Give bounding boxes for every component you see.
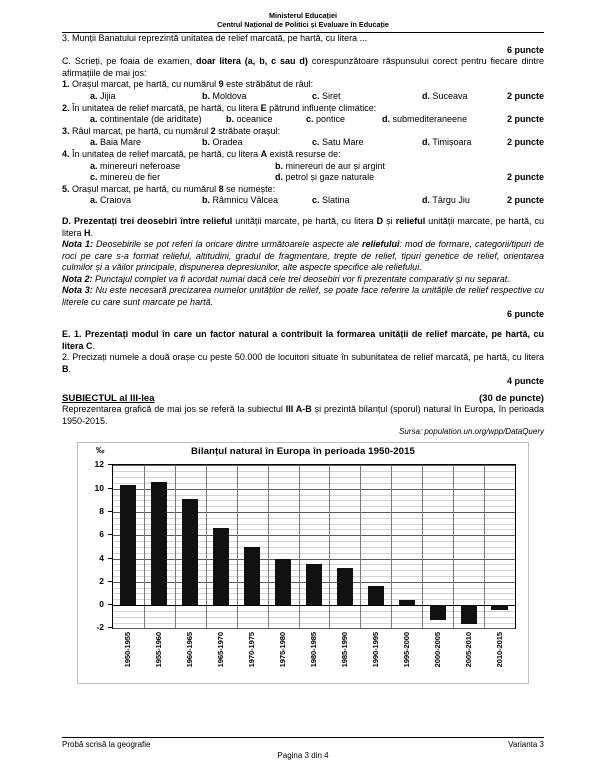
section-d-and: și [383, 215, 396, 226]
section-e-letter-b: B [62, 364, 69, 375]
question-5-option-d[interactable] [422, 195, 507, 207]
section-e-2-end: . [68, 364, 72, 375]
question-3-stem [62, 126, 544, 138]
question-1-option-c[interactable] [312, 91, 422, 103]
nota-1-text-a: Deosebirile se pot referi la oricare dintre următoarele aspecte ale [93, 239, 362, 250]
q3-a-text: Baia Mare [100, 137, 142, 148]
chart-plot-area [112, 464, 516, 629]
chart-gridline-minor [113, 541, 515, 542]
question-2-key: E [260, 102, 267, 113]
question-4-points: 2 puncte [506, 172, 544, 183]
chart-container [77, 442, 529, 684]
chart-bar [337, 568, 353, 605]
document-body [0, 33, 606, 684]
chart-bar [275, 559, 291, 606]
question-2-options [62, 114, 544, 126]
q4-a-letter: a. [90, 160, 98, 171]
question-5-key: 8 [218, 183, 224, 194]
chart-category-divider [237, 465, 238, 628]
center-title: Centrul Național de Politici și Evaluare în Educație [217, 20, 389, 29]
q5-b-text: Râmnicu Vâlcea [212, 195, 279, 206]
q1-b-letter: b. [202, 90, 210, 101]
chart-y-tick-mark [108, 604, 112, 605]
question-3-key: 2 [210, 125, 216, 136]
chart-x-tick-label: 1995-2000 [401, 632, 411, 668]
chart-x-tick-label: 1990-1995 [370, 632, 380, 668]
question-2-option-b[interactable] [226, 114, 306, 126]
question-1-option-a[interactable] [90, 91, 202, 103]
chart-gridline-minor [113, 500, 515, 501]
question-3-option-a[interactable] [90, 137, 202, 149]
question-5-post: se numește: [223, 183, 276, 194]
question-3-option-b[interactable] [202, 137, 312, 149]
q1-a-text: Jijia [100, 90, 116, 101]
q3-a-letter: a. [90, 137, 98, 148]
footer-row [62, 737, 544, 749]
chart-y-tick-mark [108, 511, 112, 512]
chart-gridline-minor [113, 471, 515, 472]
question-3-post: străbate orașul: [215, 125, 281, 136]
chart-gridline-minor [113, 623, 515, 624]
subject-3-intro-c: și prezintă bilanțul (sporul) natural în Europa, în perioada 1950-2015. [62, 404, 544, 426]
section-d-relief-1: relieful [202, 215, 233, 226]
chart-bar [368, 586, 384, 605]
chart-gridline-minor [113, 477, 515, 478]
question-3-options [62, 137, 544, 149]
section-e-1-end: . [92, 340, 96, 351]
subject-3-heading [62, 393, 544, 404]
chart-x-tick-label: 1985-1990 [339, 632, 349, 668]
question-3-option-d[interactable] [422, 137, 507, 149]
chart-category-divider [329, 465, 330, 628]
chart-bar [306, 564, 322, 605]
q1-a-letter: a. [90, 90, 98, 101]
chart-gridline [113, 535, 515, 536]
q4-c-text: minereu de fier [100, 172, 161, 183]
section-d-points: 6 puncte [506, 308, 544, 319]
question-1-options [62, 91, 544, 103]
chart-title: Bilanțul natural în Europa în perioada 1950-2015 [191, 446, 415, 458]
chart-gridline-minor [113, 553, 515, 554]
chart-gridline-minor [113, 547, 515, 548]
item-3-points-row [62, 45, 544, 57]
chart-bar [491, 605, 507, 610]
ministry-title: Ministerul Educației [269, 11, 337, 20]
q2-d-text: submediteraneene [392, 114, 468, 125]
footer-right: Varianta 3 [508, 740, 544, 749]
chart-gridline [113, 465, 515, 466]
chart-gridline [113, 512, 515, 513]
chart-bar [213, 528, 229, 605]
q3-c-letter: c. [312, 137, 320, 148]
question-1-option-d[interactable] [422, 91, 507, 103]
question-5-number: 5. [62, 183, 70, 194]
chart-bar [244, 547, 260, 605]
section-d-letter-h: H [84, 227, 91, 238]
section-c-lead [62, 56, 544, 79]
q2-d-letter: d. [382, 114, 390, 125]
section-d-mid-1: unității marcate, pe hartă, cu litera [232, 215, 377, 226]
chart-y-tick-mark [108, 488, 112, 489]
chart-category-divider [144, 465, 145, 628]
section-e-item-2 [62, 352, 544, 375]
question-4-pre: În unitatea de relief marcată, pe hartă, cu litera [72, 148, 261, 159]
question-1-key: 9 [218, 79, 224, 90]
chart-gridline-minor [113, 611, 515, 612]
chart-y-tick-label: 2 [99, 575, 104, 586]
q2-c-letter: c. [306, 114, 314, 125]
question-5-pre: Orașul marcat, pe hartă, cu numărul [72, 183, 219, 194]
question-4-option-c[interactable] [90, 172, 275, 184]
document-header [0, 0, 606, 29]
footer-page-number: Pagina 3 din 4 [277, 751, 329, 760]
chart-gridline-minor [113, 495, 515, 496]
section-e-points: 4 puncte [506, 375, 544, 386]
footer-left: Probă scrisă la geografie [62, 740, 151, 749]
section-d-relief-2: relieful [395, 215, 426, 226]
nota-2-text: Punctajul complet va fi acordat numai dacă cele trei deosebiri vor fi prezentate comparativ și nu separat. [92, 273, 510, 284]
chart-y-tick-label: 4 [99, 552, 104, 563]
q1-d-text: Suceava [432, 90, 468, 101]
question-5-points: 2 puncte [506, 195, 544, 206]
chart-x-tick-label: 1960-1965 [185, 632, 195, 668]
chart-x-tick-label: 1975-1980 [278, 632, 288, 668]
section-e-1-pre: E. 1. Prezentați modul în care un factor natural a contribuit la formarea unității de relief marcate, pe hartă, cu litera [62, 329, 544, 351]
chart-category-divider [391, 465, 392, 628]
q5-a-text: Craiova [100, 195, 132, 206]
chart-x-tick-label: 1970-1975 [247, 632, 257, 668]
question-5-option-b[interactable] [202, 195, 312, 207]
question-3-pre: Râul marcat, pe hartă, cu numărul [72, 125, 211, 136]
question-3-option-c[interactable] [312, 137, 422, 149]
chart-category-divider [175, 465, 176, 628]
question-3-points: 2 puncte [506, 137, 544, 148]
document-footer [62, 737, 544, 760]
chart-x-tick-label: 1955-1960 [154, 632, 164, 668]
subject-3-source: Sursa: population.un.org/wpp/DataQuery [399, 427, 544, 437]
q4-b-letter: b. [275, 160, 283, 171]
q3-c-text: Satu Mare [322, 137, 364, 148]
section-c-lead-post: corespunzătoare răspunsului corect pentru fiecare dintre afirmațiile de mai jos: [62, 56, 544, 78]
q4-d-text: petrol și gaze naturale [285, 172, 375, 183]
q2-c-text: pontice [316, 114, 346, 125]
section-d-points-row [62, 309, 544, 321]
chart-y-tick-mark [108, 627, 112, 628]
q5-b-letter: b. [202, 195, 210, 206]
chart-category-divider [268, 465, 269, 628]
chart-y-tick-mark [108, 534, 112, 535]
question-5-option-c[interactable] [312, 195, 422, 207]
q4-d-letter: d. [275, 172, 283, 183]
chart-zero-line [113, 605, 515, 606]
subject-3-intro-a: Reprezentarea grafică de mai jos se referă la subiectul [62, 404, 286, 415]
q5-d-letter: d. [422, 195, 430, 206]
chart-category-divider [206, 465, 207, 628]
section-e-points-row [62, 376, 544, 388]
q5-a-letter: a. [90, 195, 98, 206]
chart-gridline [113, 489, 515, 490]
question-2-number: 2. [62, 102, 70, 113]
q1-c-text: Siret [322, 90, 341, 101]
question-4-options-row-2 [62, 172, 544, 184]
question-5-stem [62, 184, 544, 196]
question-4-options-row-1 [62, 161, 544, 173]
chart-gridline-minor [113, 483, 515, 484]
q5-d-text: Târgu Jiu [432, 195, 470, 206]
q1-d-letter: d. [422, 90, 430, 101]
chart-category-divider [484, 465, 485, 628]
question-2-pre: În unitatea de relief marcată, pe hartă, cu litera [72, 102, 261, 113]
section-d-letter-d: D [376, 215, 384, 226]
chart-y-tick-label: 12 [94, 459, 104, 470]
chart-x-tick-label: 1965-1970 [216, 632, 226, 668]
section-d-nota-2 [62, 274, 544, 286]
chart-x-tick-label: 2000-2005 [432, 632, 442, 668]
question-1-option-b[interactable] [202, 91, 312, 103]
q3-b-letter: b. [202, 137, 210, 148]
question-1-points: 2 puncte [506, 90, 544, 101]
chart-gridline-minor [113, 524, 515, 525]
q4-a-text: minereuri neferoase [100, 160, 181, 171]
nota-1-label: Nota 1: [62, 239, 93, 250]
section-d-text [62, 216, 544, 239]
q2-b-text: oceanice [236, 114, 273, 125]
question-3-number: 3. [62, 125, 70, 136]
subject-3-ref: III A-B [285, 404, 312, 415]
chart-bar [120, 485, 136, 605]
question-1-stem [62, 79, 544, 91]
chart-category-divider [453, 465, 454, 628]
section-c-lead-bold: doar litera (a, b, c sau d) [195, 56, 308, 67]
section-e-2-pre: 2. Precizați numele a două orașe cu peste 50.000 de locuitori situate în subunitatea de relief marcată, pe hartă, cu litera [62, 352, 544, 363]
section-e-letter-c: C [86, 340, 93, 351]
chart-x-tick-label: 2005-2010 [463, 632, 473, 668]
nota-2-label: Nota 2: [62, 273, 93, 284]
section-d-nota-1 [62, 239, 544, 274]
section-d-end: . [90, 227, 94, 238]
q5-c-text: Slatina [322, 195, 350, 206]
item-3-text: 3. Munții Banatului reprezintă unitatea de relief marcată, pe hartă, cu litera ... [62, 33, 368, 43]
section-e-item-1 [62, 329, 544, 352]
nota-3-label: Nota 3: [62, 285, 93, 296]
chart-gridline [113, 628, 515, 629]
chart-bar [461, 605, 477, 624]
q1-b-text: Moldova [212, 90, 247, 101]
nota-3-text: Nu este necesară precizarea numelor unităților de relief, se poate face referire la unitățile de relief respective cu literele cu care sunt marcate pe hartă. [62, 285, 544, 308]
chart-gridline-minor [113, 506, 515, 507]
chart-gridline-minor [113, 617, 515, 618]
question-4-option-a[interactable] [90, 161, 275, 173]
question-2-stem [62, 103, 544, 115]
question-4-post: există resurse de: [267, 148, 341, 159]
chart-unit-label: ‰ [96, 445, 105, 456]
chart-y-tick-label: -2 [96, 622, 104, 633]
q3-d-letter: d. [422, 137, 430, 148]
q4-b-text: minereuri de aur și argint [285, 160, 386, 171]
chart-bar [182, 499, 198, 605]
question-2-points: 2 puncte [506, 114, 544, 125]
question-1-number: 1. [62, 79, 70, 90]
question-4-number: 4. [62, 148, 70, 159]
question-2-option-a[interactable] [90, 114, 226, 126]
q2-b-letter: b. [226, 114, 234, 125]
q3-b-text: Oradea [212, 137, 243, 148]
q4-c-letter: c. [90, 172, 98, 183]
chart-y-tick-mark [108, 581, 112, 582]
q2-a-letter: a. [90, 114, 98, 125]
question-4-option-b[interactable] [275, 161, 544, 173]
chart-gridline-minor [113, 529, 515, 530]
subject-3-title: SUBIECTUL al III-lea [62, 393, 155, 405]
section-d-nota-3 [62, 285, 544, 308]
section-d-mid-2: unității marcate, pe hartă, cu litera [62, 215, 544, 238]
question-5-options [62, 195, 544, 207]
subject-3-intro [62, 404, 544, 427]
chart-gridline-minor [113, 518, 515, 519]
chart-x-tick-label: 1980-1985 [309, 632, 318, 668]
chart-y-tick-label: 8 [99, 505, 104, 516]
item-3-points: 6 puncte [506, 44, 544, 55]
q2-a-text: continentale (de ariditate) [100, 114, 202, 125]
chart-y-tick-mark [108, 558, 112, 559]
question-2-option-c[interactable] [306, 114, 382, 126]
chart-x-tick-label: 2010-2015 [494, 632, 504, 668]
chart-y-tick-label: 6 [99, 529, 104, 540]
chart-gridline [113, 559, 515, 560]
q1-c-letter: c. [312, 90, 320, 101]
question-4-key: A [260, 148, 268, 159]
chart-bar [430, 605, 446, 620]
chart-category-divider [299, 465, 300, 628]
question-4-stem [62, 149, 544, 161]
chart-bar [399, 600, 415, 605]
nota-1-relief: reliefului [361, 239, 400, 250]
question-4-option-d[interactable] [275, 172, 507, 184]
question-5-option-a[interactable] [90, 195, 202, 207]
section-c-lead-pre: C. Scrieți, pe foaia de examen, [62, 56, 196, 67]
subject-3-points: (30 de puncte) [478, 393, 544, 405]
question-2-option-d[interactable] [382, 114, 507, 126]
chart-category-divider [360, 465, 361, 628]
question-1-pre: Orașul marcat, pe hartă, cu numărul [72, 79, 219, 90]
question-2-post: pătrund influențe climatice: [266, 102, 377, 113]
chart-y-tick-mark [108, 464, 112, 465]
section-d-pre: D. Prezentați trei deosebiri între [62, 215, 203, 226]
question-1-post: este străbătut de râul: [223, 79, 314, 90]
chart-y-tick-label: 0 [99, 599, 104, 610]
chart-x-tick-label: 1950-1955 [123, 632, 133, 668]
q5-c-letter: c. [312, 195, 320, 206]
nota-1-text-c: : mod de formare, categorii/tipuri de roci pe care s-a format relieful, altitudini, gradul de fragmentare, trepte de relief, tipuri genetice de relief, orientarea culmilor și a văilor principale, dispunerea depresiunilor, alte aspecte specifice ale reliefului. [62, 239, 544, 273]
chart-y-tick-label: 10 [94, 482, 104, 493]
chart-bar [151, 482, 167, 605]
q3-d-text: Timișoara [432, 137, 472, 148]
chart-category-divider [422, 465, 423, 628]
